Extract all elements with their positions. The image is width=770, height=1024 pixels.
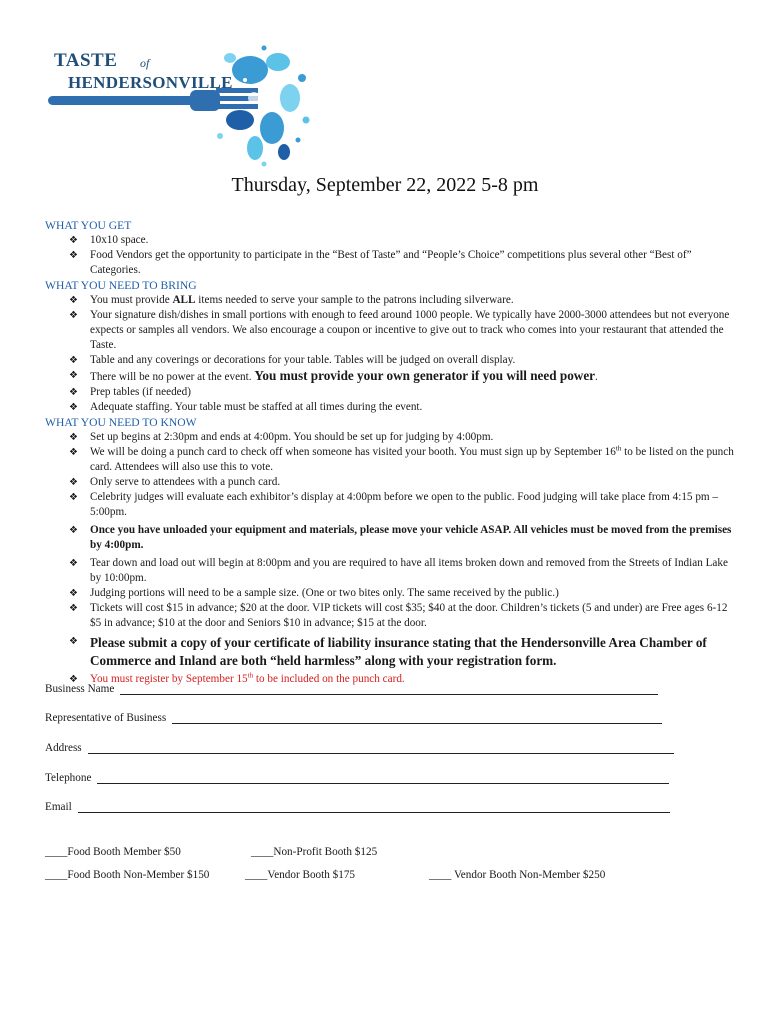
list-item: ❖ Judging portions will need to be a sample size. (One or two bites only. The same received by the public.) xyxy=(69,587,559,599)
diamond-bullet-icon: ❖ xyxy=(69,447,78,458)
what-to-bring-list xyxy=(45,293,735,415)
logo-word-hendersonville: HENDERSONVILLE xyxy=(68,73,233,92)
diamond-bullet-icon: ❖ xyxy=(69,588,78,599)
diamond-bullet-icon: ❖ xyxy=(69,310,78,321)
logo-word-taste: TASTE xyxy=(54,50,118,71)
business-name-input-line[interactable] xyxy=(120,684,658,695)
diamond-bullet-icon: ❖ xyxy=(69,636,78,647)
list-item: ❖ Your signature dish/dishes in small portions with enough to feed around 1000 people. We typically have 2000-3000 attendees but not everyone expects or samples all vendors. We also encourage a coupon or incentive to give out to track who comes into your restaurant that attended the Taste. xyxy=(69,309,730,351)
list-item: ❖ Prep tables (if needed) xyxy=(69,386,191,398)
list-item: ❖ You must register by September 15th to be included on the punch card. xyxy=(69,671,405,685)
list-item: ❖ Once you have unloaded your equipment and materials, please move your vehicle ASAP. All vehicles must be moved from the premises by 4:00pm. xyxy=(69,524,732,551)
email-label: Email xyxy=(45,801,72,813)
email-input-line[interactable] xyxy=(78,802,670,813)
list-item: ❖ Only serve to attendees with a punch card. xyxy=(69,476,281,488)
diamond-bullet-icon: ❖ xyxy=(69,402,78,413)
diamond-bullet-icon: ❖ xyxy=(69,432,78,443)
what-to-know-list xyxy=(45,430,735,687)
diamond-bullet-icon: ❖ xyxy=(69,355,78,366)
section-heading-what-to-know: WHAT YOU NEED TO KNOW xyxy=(45,416,197,429)
info-content xyxy=(45,218,735,687)
fee-vendor-booth[interactable]: ____Vendor Booth $175 xyxy=(245,869,356,881)
list-item: ❖ There will be no power at the event. You must provide your own generator if you will need power. xyxy=(69,368,598,383)
list-item: ❖ Adequate staffing. Your table must be staffed at all times during the event. xyxy=(69,401,423,413)
section-heading-what-to-bring: WHAT YOU NEED TO BRING xyxy=(45,279,197,292)
business-name-label: Business Name xyxy=(45,683,115,695)
list-item: ❖ Set up begins at 2:30pm and ends at 4:00pm. You should be set up for judging by 4:00pm. xyxy=(69,431,494,443)
diamond-bullet-icon: ❖ xyxy=(69,477,78,488)
list-item: ❖ Table and any coverings or decorations for your table. Tables will be judged on overall display. xyxy=(69,354,516,366)
fee-nonprofit-booth[interactable]: ____Non-Profit Booth $125 xyxy=(251,846,378,858)
telephone-label: Telephone xyxy=(45,772,92,784)
diamond-bullet-icon: ❖ xyxy=(69,603,78,614)
what-you-get-list xyxy=(45,233,735,278)
taste-of-hendersonville-logo xyxy=(40,40,320,170)
list-item: ❖ Food Vendors get the opportunity to participate in the “Best of Taste” and “People’s Choice” competitions plus several other “Best of” Categories. xyxy=(69,249,692,276)
telephone-input-line[interactable] xyxy=(97,773,669,784)
list-item: ❖ We will be doing a punch card to check off when someone has visited your booth. You must sign up by September 16th to be listed on the punch card. Attendees will also use this to vote. xyxy=(69,444,734,473)
representative-input-line[interactable] xyxy=(172,713,662,724)
list-item: ❖ 10x10 space. xyxy=(69,234,149,246)
telephone-field[interactable] xyxy=(45,772,669,784)
list-item: ❖ Celebrity judges will evaluate each exhibitor’s display at 4:00pm before we open to the public. Food judging will take place from 4:15 pm – 5:00pm. xyxy=(69,491,719,518)
fee-food-booth-nonmember[interactable]: ____Food Booth Non-Member $150 xyxy=(45,869,210,881)
diamond-bullet-icon: ❖ xyxy=(69,370,78,381)
business-name-field[interactable] xyxy=(45,683,658,695)
diamond-bullet-icon: ❖ xyxy=(69,525,78,536)
address-label: Address xyxy=(45,742,82,754)
list-item: ❖ You must provide ALL items needed to serve your sample to the patrons including silverware. xyxy=(69,294,514,306)
diamond-bullet-icon: ❖ xyxy=(69,295,78,306)
diamond-bullet-icon: ❖ xyxy=(69,492,78,503)
diamond-bullet-icon: ❖ xyxy=(69,250,78,261)
address-field[interactable] xyxy=(45,742,674,754)
event-date-heading: Thursday, September 22, 2022 5-8 pm xyxy=(231,174,539,196)
diamond-bullet-icon: ❖ xyxy=(69,674,78,685)
list-item: ❖ Tickets will cost $15 in advance; $20 at the door. VIP tickets will cost $35; $40 at the door. Children’s tickets (5 and under) are Free ages 6-12 $5 in advance; $10 at the door and Seniors $10 in advance; $15 at the door. xyxy=(69,602,728,629)
email-field[interactable] xyxy=(45,801,670,813)
logo-word-of: of xyxy=(140,56,150,70)
diamond-bullet-icon: ❖ xyxy=(69,558,78,569)
diamond-bullet-icon: ❖ xyxy=(69,387,78,398)
fee-food-booth-member[interactable]: ____Food Booth Member $50 xyxy=(45,846,181,858)
list-item: ❖ Tear down and load out will begin at 8:00pm and you are required to have all items broken down and removed from the Streets of Indian Lake by 10:00pm. xyxy=(69,557,728,584)
list-item: ❖ Please submit a copy of your certificate of liability insurance stating that the Hendersonville Area Chamber of Commerce and Inland are both “held harmless” along with your registration form. xyxy=(69,635,707,668)
representative-label: Representative of Business xyxy=(45,712,167,724)
diamond-bullet-icon: ❖ xyxy=(69,235,78,246)
fee-vendor-booth-nonmember[interactable]: ____ Vendor Booth Non-Member $250 xyxy=(429,869,606,881)
representative-field[interactable] xyxy=(45,712,662,724)
address-input-line[interactable] xyxy=(88,743,674,754)
section-heading-what-you-get: WHAT YOU GET xyxy=(45,219,132,232)
